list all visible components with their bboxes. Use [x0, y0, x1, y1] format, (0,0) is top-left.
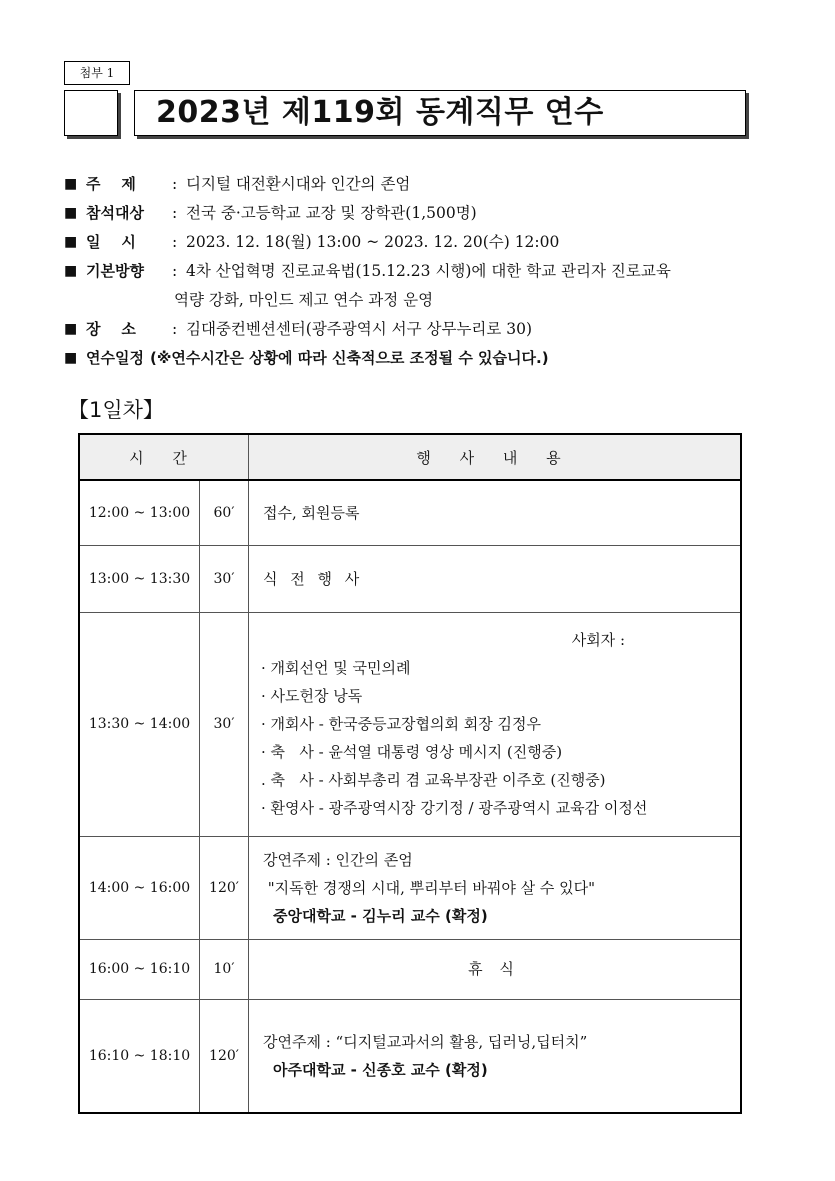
info-direction-cont: [64, 286, 784, 315]
row-time: 13:30 ~ 14:00: [79, 612, 200, 836]
row-line: 휴 식: [468, 960, 520, 978]
row-line: · 사도헌장 낭독: [261, 687, 363, 705]
info-value: 김대중컨벤션센터(광주광역시 서구 상무누리로 30): [186, 320, 533, 338]
info-colon: :: [172, 320, 178, 338]
info-label: 주 제: [86, 175, 136, 193]
info-schedule: [64, 344, 784, 373]
info-place: [64, 315, 784, 344]
day-label: 【1일차】: [68, 398, 164, 422]
info-theme: [64, 170, 784, 199]
row-duration: 30′: [200, 612, 249, 836]
table-row: [79, 999, 741, 1113]
title-square: [64, 90, 118, 136]
bullet-icon: ■: [64, 350, 78, 366]
row-line: 식 전 행 사: [263, 569, 364, 588]
table-row: [79, 480, 741, 545]
info-date: [64, 228, 784, 257]
row-line: 강연주제 : “디지털교과서의 활용, 딥러닝,딥터치”: [263, 1032, 588, 1051]
table-header: [79, 434, 741, 480]
info-value: 4차 산업혁명 진로교육법(15.12.23 시행)에 대한 학교 관리자 진로교육: [186, 262, 671, 280]
info-value: 디지털 대전환시대와 인간의 존엄: [186, 175, 411, 193]
row-duration: 120′: [200, 836, 249, 939]
info-colon: :: [172, 233, 178, 251]
table-row: [79, 545, 741, 612]
info-label: 일 시: [86, 233, 136, 251]
mc-label: 사회자 :: [571, 631, 625, 649]
row-time: 16:00 ~ 16:10: [79, 939, 200, 999]
info-colon: :: [172, 204, 178, 222]
row-line: 강연주제 : 인간의 존엄: [263, 850, 413, 869]
header-content: 행 사 내 용: [249, 434, 742, 480]
row-content: [249, 836, 742, 939]
row-line: · 환영사 - 광주광역시장 강기정 / 광주광역시 교육감 이정선: [261, 799, 648, 817]
row-content: [249, 480, 742, 545]
row-time: 14:00 ~ 16:00: [79, 836, 200, 939]
row-time: 12:00 ~ 13:00: [79, 480, 200, 545]
row-content: [249, 612, 742, 836]
table-row: [79, 612, 741, 836]
info-colon: :: [172, 175, 178, 193]
table-row: [79, 939, 741, 999]
speaker: 아주대학교 - 신종호 교수 (확정): [273, 1060, 488, 1079]
row-line: · 개회선언 및 국민의례: [261, 659, 411, 677]
page-title: 2023년 제119회 동계직무 연수: [156, 95, 604, 130]
row-line: · 축 사 - 윤석열 대통령 영상 메시지 (진행중): [261, 743, 563, 761]
row-content: [249, 939, 742, 999]
header-time: 시 간: [79, 434, 249, 480]
row-line: · 개회사 - 한국중등교장협의회 회장 김정우: [261, 715, 542, 733]
attachment-label: 첨부 1: [64, 61, 130, 85]
info-label: 연수일정: [86, 349, 144, 367]
info-label: 기본방향: [86, 262, 144, 280]
row-duration: 60′: [200, 480, 249, 545]
bullet-icon: ■: [64, 321, 78, 337]
row-duration: 30′: [200, 545, 249, 612]
row-content: [249, 999, 742, 1113]
bullet-icon: ■: [64, 234, 78, 250]
row-duration: 10′: [200, 939, 249, 999]
info-section: [64, 170, 784, 373]
schedule-table: [78, 433, 742, 1114]
row-duration: 120′: [200, 999, 249, 1113]
info-direction: [64, 257, 784, 286]
bullet-icon: ■: [64, 205, 78, 221]
info-value: 역량 강화, 마인드 제고 연수 과정 운영: [174, 291, 434, 309]
info-value: 전국 중·고등학교 교장 및 장학관(1,500명): [186, 204, 477, 222]
info-note: (※연수시간은 상황에 따라 신축적으로 조정될 수 있습니다.): [149, 349, 549, 367]
row-content: [249, 545, 742, 612]
row-line: 접수, 회원등록: [263, 503, 360, 522]
bullet-icon: ■: [64, 176, 78, 192]
table-row: [79, 836, 741, 939]
row-line: . 축 사 - 사회부총리 겸 교육부장관 이주호 (진행중): [261, 771, 606, 789]
info-label: 장 소: [86, 320, 136, 338]
info-audience: [64, 199, 784, 228]
bullet-icon: ■: [64, 263, 78, 279]
info-value: 2023. 12. 18(월) 13:00 ~ 2023. 12. 20(수) 12:00: [186, 233, 560, 251]
row-time: 13:00 ~ 13:30: [79, 545, 200, 612]
row-time: 16:10 ~ 18:10: [79, 999, 200, 1113]
speaker: 중앙대학교 - 김누리 교수 (확정): [273, 906, 488, 925]
row-line: "지독한 경쟁의 시대, 뿌리부터 바꿔야 살 수 있다": [263, 878, 596, 897]
info-label: 참석대상: [86, 204, 144, 222]
info-colon: :: [172, 262, 178, 280]
